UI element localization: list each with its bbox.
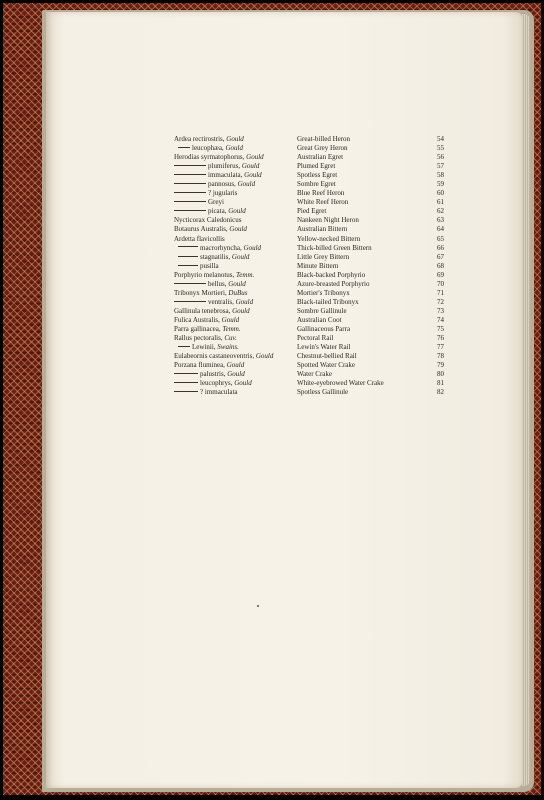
- page-number: 56: [437, 153, 444, 162]
- index-row: [174, 144, 444, 153]
- index-row: [174, 162, 444, 171]
- page-number: 62: [437, 207, 444, 216]
- index-row: [174, 370, 444, 379]
- common-name: Black-tailed Tribonyx: [297, 297, 359, 306]
- scientific-name-cell: [174, 316, 297, 325]
- page-number: 76: [437, 334, 444, 343]
- scientific-name-cell: [174, 289, 297, 298]
- common-name: Spotless Egret: [297, 171, 338, 180]
- scientific-name: Porphyrio melanotus,: [174, 270, 235, 279]
- scientific-name-cell: [174, 198, 297, 207]
- scientific-name-cell: [174, 171, 297, 180]
- authority: Gould: [225, 144, 243, 153]
- scientific-name-cell: [174, 180, 297, 189]
- scientific-name-cell: [174, 343, 297, 352]
- authority: Gould: [246, 153, 264, 162]
- authority: Gould: [221, 315, 240, 324]
- common-name: White-eyebrowed Water Crake: [297, 379, 384, 388]
- common-name: Chestnut-bellied Rail: [297, 352, 357, 361]
- index-row: [174, 135, 444, 144]
- scientific-name: Gallinula tenebrosa,: [174, 306, 231, 315]
- authority: Cuv.: [224, 334, 237, 343]
- scientific-name-cell: [174, 388, 297, 397]
- page-number: 81: [437, 379, 444, 388]
- common-name: Water Crake: [297, 370, 332, 379]
- page-number: 82: [437, 388, 444, 397]
- ditto-dash: [178, 265, 198, 266]
- scientific-name-cell: [174, 298, 297, 307]
- ditto-dash: [174, 201, 206, 202]
- common-name: Gallinaceous Parra: [297, 324, 351, 333]
- authority: Temm.: [222, 324, 241, 333]
- index-row: [174, 207, 444, 216]
- authority: Gould: [231, 252, 250, 261]
- index-row: [174, 253, 444, 262]
- scientific-name-cell: [174, 153, 297, 162]
- scientific-name: Eulabeornis castaneoventris,: [174, 352, 255, 361]
- scientific-name: Porzana fluminea,: [174, 361, 225, 370]
- page-number: 55: [437, 144, 444, 153]
- scientific-name-cell: [174, 244, 297, 253]
- scientific-name-cell: [174, 235, 297, 244]
- ditto-dash: [178, 346, 190, 347]
- index-row: [174, 334, 444, 343]
- authority: Gould: [255, 352, 274, 361]
- common-name: Little Grey Bittern: [297, 252, 350, 261]
- common-name: Pied Egret: [297, 207, 327, 216]
- scientific-name-cell: [174, 370, 297, 379]
- common-name: Blue Reef Heron: [297, 189, 345, 198]
- page-number: 70: [437, 279, 444, 288]
- index-row: [174, 216, 444, 225]
- page-number: 75: [437, 324, 444, 333]
- scientific-name: immaculata,: [208, 171, 243, 180]
- scientific-name: Fulica Australis,: [174, 315, 220, 324]
- page-number: 65: [437, 234, 444, 243]
- scientific-name-cell: [174, 144, 297, 153]
- common-name: Thick-billed Green Bittern: [297, 243, 372, 252]
- scientific-name-cell: [174, 325, 297, 334]
- common-name: Australian Bittern: [297, 225, 348, 234]
- scientific-name: leucophrys,: [200, 379, 233, 388]
- scientific-name: ? immaculata: [200, 388, 238, 397]
- ditto-dash: [174, 373, 198, 374]
- index-row: [174, 225, 444, 234]
- common-name: Nankeen Night Heron: [297, 216, 359, 225]
- scientific-name: ? jugularis: [208, 189, 238, 198]
- ditto-dash: [174, 301, 206, 302]
- page-number: 64: [437, 225, 444, 234]
- ditto-dash: [174, 183, 206, 184]
- common-name: Pectoral Rail: [297, 334, 334, 343]
- page-number: 58: [437, 171, 444, 180]
- scientific-name: Greyi: [208, 198, 224, 207]
- index-row: [174, 352, 444, 361]
- scientific-name: Nycticorax Caledonicus: [174, 216, 242, 225]
- scientific-name: Botaurus Australis,: [174, 225, 228, 234]
- common-name: Spotless Gallinule: [297, 388, 349, 397]
- authority: Gould: [235, 297, 254, 306]
- page-number: 59: [437, 180, 444, 189]
- page-edges: [522, 14, 530, 786]
- common-name: Spotted Water Crake: [297, 361, 356, 370]
- index-row: [174, 379, 444, 388]
- authority: DuBus: [228, 288, 248, 297]
- common-name: Minute Bittern: [297, 261, 339, 270]
- scientific-name-cell: [174, 225, 297, 234]
- scientific-name: Lewinii,: [192, 343, 216, 352]
- page-number: 73: [437, 306, 444, 315]
- common-name: Sombre Gallinule: [297, 306, 347, 315]
- common-name: Lewin's Water Rail: [297, 343, 351, 352]
- page-number: 63: [437, 216, 444, 225]
- page-number: 61: [437, 198, 444, 207]
- ditto-dash: [174, 283, 206, 284]
- index-row: [174, 271, 444, 280]
- index-row: [174, 180, 444, 189]
- scientific-name: macrorhyncha,: [200, 243, 242, 252]
- authority: Swains.: [217, 343, 239, 352]
- scientific-name-cell: [174, 361, 297, 370]
- common-name: Australian Coot: [297, 315, 342, 324]
- page-number: 54: [437, 135, 444, 143]
- scientific-name: pusilla: [200, 261, 219, 270]
- scientific-name: Tribonyx Mortieri,: [174, 288, 227, 297]
- common-name: Australian Egret: [297, 153, 344, 162]
- index-row: [174, 235, 444, 244]
- scientific-name-cell: [174, 207, 297, 216]
- ditto-dash: [174, 391, 198, 392]
- page-number: 74: [437, 315, 444, 324]
- ditto-dash: [174, 174, 206, 175]
- index-row: [174, 171, 444, 180]
- index-row: [174, 361, 444, 370]
- authority: Gould: [229, 225, 247, 234]
- page-number: 77: [437, 343, 444, 352]
- index-row: [174, 325, 444, 334]
- page-number: 71: [437, 288, 444, 297]
- scientific-name: plumiferus,: [208, 162, 241, 171]
- ditto-dash: [174, 210, 206, 211]
- scientific-name-cell: [174, 334, 297, 343]
- authority: Gould: [226, 135, 244, 143]
- scientific-name: bellus,: [208, 279, 227, 288]
- page-number: 69: [437, 270, 444, 279]
- authority: Gould: [237, 180, 256, 189]
- scientific-name: Rallus pectoralis,: [174, 334, 223, 343]
- scientific-name: Ardetta flavicollis: [174, 234, 225, 243]
- authority: Gould: [227, 370, 245, 379]
- page-number: 68: [437, 261, 444, 270]
- ditto-dash: [178, 147, 190, 148]
- scientific-name-cell: [174, 189, 297, 198]
- index-row: [174, 343, 444, 352]
- page-number: 57: [437, 162, 444, 171]
- scientific-name-cell: [174, 162, 297, 171]
- page-number: 80: [437, 370, 444, 379]
- ditto-dash: [174, 192, 206, 193]
- page-number: 72: [437, 297, 444, 306]
- index-row: [174, 289, 444, 298]
- common-name: Mortier's Tribonyx: [297, 288, 350, 297]
- scientific-name-cell: [174, 352, 297, 361]
- authority: Temm.: [236, 270, 255, 279]
- page-number: 66: [437, 243, 444, 252]
- scientific-name-cell: [174, 280, 297, 289]
- authority: Gould: [243, 243, 262, 252]
- common-name: Great Grey Heron: [297, 144, 348, 153]
- index-row: [174, 153, 444, 162]
- scientific-name-cell: [174, 379, 297, 388]
- index-row: [174, 198, 444, 207]
- common-name: Plumed Egret: [297, 162, 336, 171]
- scientific-name: Ardea rectirostris,: [174, 135, 225, 143]
- common-name: Azure-breasted Porphyrio: [297, 279, 370, 288]
- scientific-name: ventralis,: [208, 297, 234, 306]
- index-row: [174, 189, 444, 198]
- page-number: 78: [437, 352, 444, 361]
- scientific-name: pannosus,: [208, 180, 236, 189]
- authority: Gould: [232, 306, 250, 315]
- book-page: [46, 12, 522, 788]
- index-row: [174, 244, 444, 253]
- index-row: [174, 388, 444, 397]
- scientific-name: leucophæa,: [192, 144, 224, 153]
- ditto-dash: [174, 382, 198, 383]
- common-name: Sombre Egret: [297, 180, 336, 189]
- ditto-dash: [174, 165, 206, 166]
- species-index-body: [174, 135, 444, 397]
- index-row: [174, 307, 444, 316]
- scientific-name: palustris,: [200, 370, 226, 379]
- index-row: [174, 280, 444, 289]
- page-number: 60: [437, 189, 444, 198]
- common-name: Great-billed Heron: [297, 135, 351, 143]
- scientific-name: picata,: [208, 207, 227, 216]
- common-name: Black-backed Porphyrio: [297, 270, 366, 279]
- authority: Gould: [241, 162, 260, 171]
- authority: Gould: [244, 171, 262, 180]
- page-number: 79: [437, 361, 444, 370]
- authority: Gould: [228, 279, 246, 288]
- scientific-name-cell: [174, 262, 297, 271]
- scientific-name: stagnatilis,: [200, 252, 231, 261]
- scientific-name: Herodias syrmatophorus,: [174, 153, 245, 162]
- common-name: White Reef Heron: [297, 198, 349, 207]
- scientific-name-cell: [174, 253, 297, 262]
- authority: Gould: [228, 207, 246, 216]
- scientific-name-cell: [174, 216, 297, 225]
- scientific-name-cell: [174, 271, 297, 280]
- ditto-dash: [178, 256, 198, 257]
- index-row: [174, 298, 444, 307]
- authority: Gould: [226, 361, 245, 370]
- scientific-name-cell: [174, 307, 297, 316]
- page-number: 67: [437, 252, 444, 261]
- index-row: [174, 262, 444, 271]
- stray-mark: [257, 605, 259, 607]
- common-name: Yellow-necked Bittern: [297, 234, 361, 243]
- scientific-name: Parra gallinacea,: [174, 324, 221, 333]
- ditto-dash: [178, 246, 198, 247]
- scientific-name-cell: [174, 135, 297, 144]
- authority: Gould: [234, 379, 252, 388]
- species-index-table: [174, 135, 444, 397]
- index-row: [174, 316, 444, 325]
